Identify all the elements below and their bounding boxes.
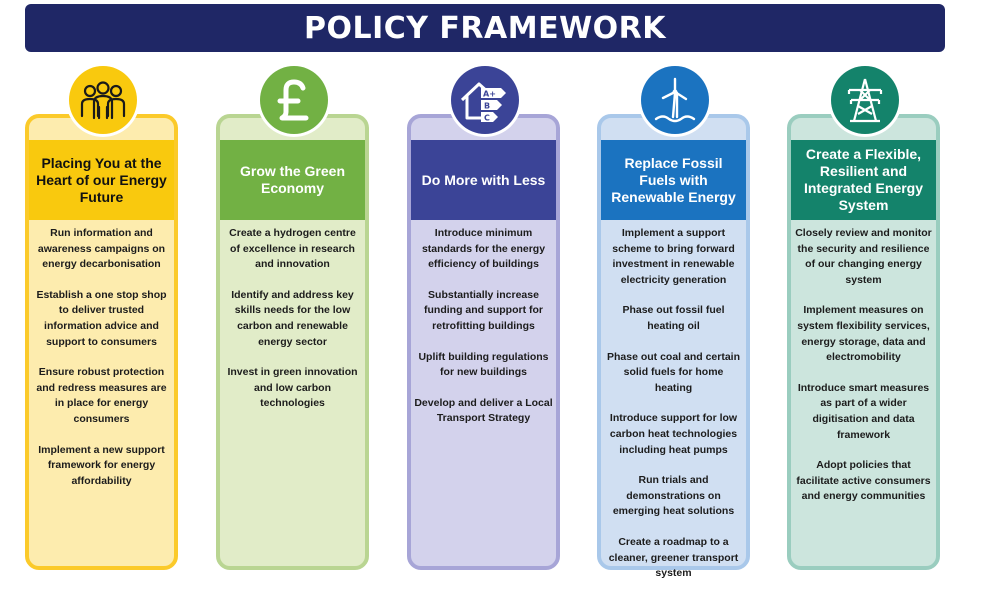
people-icon <box>69 66 137 134</box>
page-title: POLICY FRAMEWORK <box>303 10 667 46</box>
list-item: Identify and address key skills needs for the low carbon and renewable energy sector <box>231 288 354 348</box>
pillar-heading: Create a Flexible, Resilient and Integrated Energy System <box>803 146 924 213</box>
wind-turbine-graphic <box>653 77 697 123</box>
list-item: Phase out fossil fuel heating oil <box>622 304 725 332</box>
pillar-header <box>411 140 556 220</box>
pillar-header <box>220 140 365 220</box>
list-item: Implement measures on system flexibility services, energy storage, data and electromobility <box>797 304 930 364</box>
list-item: Ensure robust protection and redress measures are in place for energy consumers <box>36 366 167 425</box>
list-item: Introduce smart measures as part of a wider digitisation and data framework <box>797 381 930 441</box>
electricity-pylon-graphic <box>845 76 885 124</box>
energy-rating-house-graphic <box>459 78 511 122</box>
list-item: Create a roadmap to a cleaner, greener transport system <box>608 535 739 580</box>
pillar-heading: Replace Fossil Fuels with Renewable Energy <box>611 154 736 205</box>
people-icon-graphic <box>78 80 128 120</box>
list-item: Create a hydrogen centre of excellence in research and innovation <box>229 227 356 271</box>
pillar-items <box>411 226 556 442</box>
pound-sign-icon <box>260 66 328 134</box>
title-banner <box>25 4 945 52</box>
list-item: Establish a one stop shop to deliver trusted information advice and support to consumers <box>36 288 167 348</box>
pillar-column-green-economy <box>216 114 369 570</box>
pillar-items <box>29 226 174 504</box>
list-item: Phase out coal and certain solid fuels for home heating <box>606 350 741 394</box>
list-item: Implement a support scheme to bring forward investment in renewable electricity generation <box>612 227 735 286</box>
pillar-items <box>791 226 936 520</box>
list-item: Adopt policies that facilitate active consumers and energy communities <box>796 459 931 503</box>
wind-turbine-icon <box>641 66 709 134</box>
list-item: Uplift building regulations for new buildings <box>418 350 549 379</box>
pillar-column-energy-system <box>787 114 940 570</box>
pillar-header <box>791 140 936 220</box>
list-item: Substantially increase funding and support for retrofitting buildings <box>424 288 543 332</box>
pillar-heading: Grow the Green Economy <box>239 163 346 196</box>
pillar-column-consumers <box>25 114 178 570</box>
pillar-column-efficiency <box>407 114 560 570</box>
pillar-header <box>29 140 174 220</box>
rating-label-a: A+ <box>483 89 496 99</box>
energy-rating-house-icon <box>451 66 519 134</box>
pillar-header <box>601 140 746 220</box>
list-item: Invest in green innovation and low carbon technologies <box>227 366 358 410</box>
list-item: Run information and awareness campaigns on energy decarbonisation <box>37 227 166 271</box>
pillar-heading: Do More with Less <box>421 171 546 188</box>
list-item: Introduce support for low carbon heat technologies including heat pumps <box>609 412 738 456</box>
electricity-pylon-icon <box>831 66 899 134</box>
list-item: Implement a new support framework for energy affordability <box>38 443 165 487</box>
rating-label-c: C <box>484 113 490 123</box>
pound-sign-graphic <box>274 78 314 122</box>
pillar-heading: Placing You at the Heart of our Energy Future <box>36 154 167 205</box>
pillar-column-renewables <box>597 114 750 580</box>
list-item: Closely review and monitor the security and resilience of our changing energy system <box>795 227 932 286</box>
rating-label-b: B <box>484 101 491 111</box>
pillar-items <box>220 226 365 427</box>
list-item: Introduce minimum standards for the energy efficiency of buildings <box>421 227 546 271</box>
list-item: Develop and deliver a Local Transport Strategy <box>414 396 553 425</box>
pillar-items <box>601 226 746 597</box>
list-item: Run trials and demonstrations on emerging heat solutions <box>612 474 735 518</box>
